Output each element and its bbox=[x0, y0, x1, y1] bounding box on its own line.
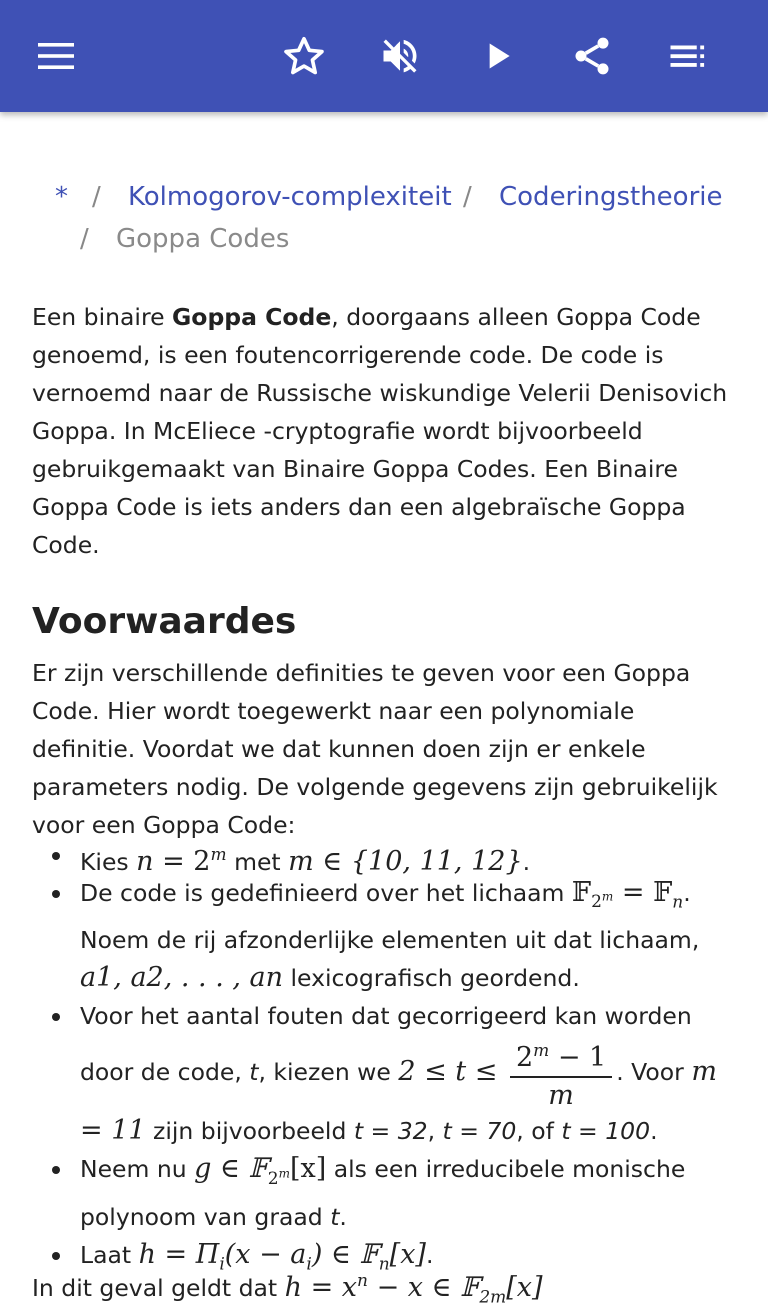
list-item: Neem nu g ∈ 𝔽$_{2^m}$[x] als een irreducibele monische polynoom van graad t. bbox=[0, 1150, 768, 1235]
breadcrumb-coderingstheorie[interactable]: Coderingstheorie bbox=[499, 182, 723, 212]
breadcrumb-home[interactable]: * bbox=[55, 182, 68, 212]
math-expression: m = 11 bbox=[80, 1056, 717, 1147]
breadcrumb-separator: / bbox=[80, 224, 89, 254]
math-expression: 𝔽$_{2^m}$ = 𝔽$_n$ bbox=[571, 877, 684, 913]
share-icon bbox=[570, 34, 614, 78]
bullet-text: Neem nu bbox=[80, 1155, 195, 1184]
intro-bold-term: Goppa Code bbox=[172, 303, 332, 331]
list-contents-icon bbox=[667, 35, 709, 77]
share-button[interactable] bbox=[562, 26, 622, 86]
play-icon bbox=[478, 36, 518, 76]
math-expression: m ∈ {10, 11, 12} bbox=[288, 846, 523, 877]
list-item: Laat $h = \Pi_i(x - a_i)$ ∈ 𝔽$_n$[x]. bbox=[0, 1236, 768, 1283]
math-expression: $h = \Pi_i(x - a_i)$ ∈ 𝔽$_n$[x] bbox=[138, 1238, 426, 1275]
bullet-text: . Noem de rij afzonderlijke elementen uit dat lichaam, bbox=[80, 879, 700, 955]
math-expression: $n = 2^m$ bbox=[136, 845, 227, 877]
math-expression: a1, a2, . . . , an bbox=[80, 962, 284, 994]
fraction: $\frac{2^m - 1}{m}$ bbox=[510, 1035, 612, 1112]
article-content bbox=[0, 112, 768, 1308]
bullet-text: Laat bbox=[80, 1240, 139, 1269]
breadcrumb-separator: / bbox=[463, 182, 472, 212]
footer-partial-line bbox=[32, 1262, 543, 1316]
breadcrumb-current: Goppa Codes bbox=[116, 224, 290, 254]
intro-text-after: , doorgaans alleen Goppa Code genoemd, is een foutencorrigerende code. De code is vernoemd naar de Russische wiskundige Velerii Denisovich Goppa. In McEliece -cryptografie wordt bijvoorbeeld gebruikgemaakt van Binaire Goppa Codes. Een Binaire Goppa Code is iets anders dan een algebraïsche Goppa Code. bbox=[32, 303, 728, 559]
list-item bbox=[0, 874, 768, 997]
intro-text-before: Een binaire bbox=[32, 303, 173, 331]
bullet-text: lexicografisch geordend. bbox=[283, 964, 580, 993]
bullet-text: De code is gedefinieerd over het lichaam bbox=[80, 879, 572, 907]
bullet-text: Kies bbox=[80, 848, 137, 876]
list-item: Kies $n = 2^m$ met m ∈ {10, 11, 12}. bbox=[0, 836, 768, 874]
play-button[interactable] bbox=[468, 26, 528, 86]
math-expression: g ∈ 𝔽$_{2^m}$[x] bbox=[194, 1153, 327, 1189]
star-outline-icon bbox=[282, 34, 326, 78]
app-toolbar bbox=[0, 0, 768, 112]
breadcrumb-kolmogorov[interactable]: Kolmogorov-complexiteit bbox=[128, 182, 452, 212]
math-expression: $h = x^n - x$ ∈ 𝔽$_{2m}$[x] bbox=[284, 1271, 543, 1308]
partial-text: In dit geval geldt dat bbox=[32, 1274, 285, 1302]
hamburger-menu-icon bbox=[36, 36, 76, 76]
section-paragraph: Er zijn verschillende definities te geven voor een Goppa Code. Hier wordt toegewerkt naar een polynomiale definitie. Voordat we dat kunnen doen zijn er enkele parameters nodig. De volgende gegevens zijn gebruikelijk voor een Goppa Code: bbox=[32, 659, 718, 839]
volume-off-icon bbox=[378, 34, 422, 78]
favorite-button[interactable] bbox=[274, 26, 334, 86]
intro-paragraph bbox=[32, 298, 738, 564]
menu-button[interactable] bbox=[26, 26, 86, 86]
parameter-list bbox=[0, 836, 768, 1283]
breadcrumb-separator: / bbox=[92, 182, 101, 212]
bullet-text: met bbox=[226, 848, 289, 876]
contents-button[interactable] bbox=[658, 26, 718, 86]
math-expression: 2 ≤ t ≤ bbox=[398, 1056, 506, 1088]
list-item: Voor het aantal fouten dat gecorrigeerd kan worden door de code, t, kiezen we 2 ≤ t ≤ $\frac{2^m - 1}{m}$ . Voor m = 11 zijn bijvoorbeeld t = 32, t = 70, of t = 100. bbox=[0, 997, 768, 1150]
bullet-text: Voor het aantal fouten dat gecorrigeerd kan worden door de code, bbox=[80, 1002, 692, 1087]
mute-button[interactable] bbox=[370, 26, 430, 86]
section-heading: Voorwaardes bbox=[32, 601, 297, 642]
